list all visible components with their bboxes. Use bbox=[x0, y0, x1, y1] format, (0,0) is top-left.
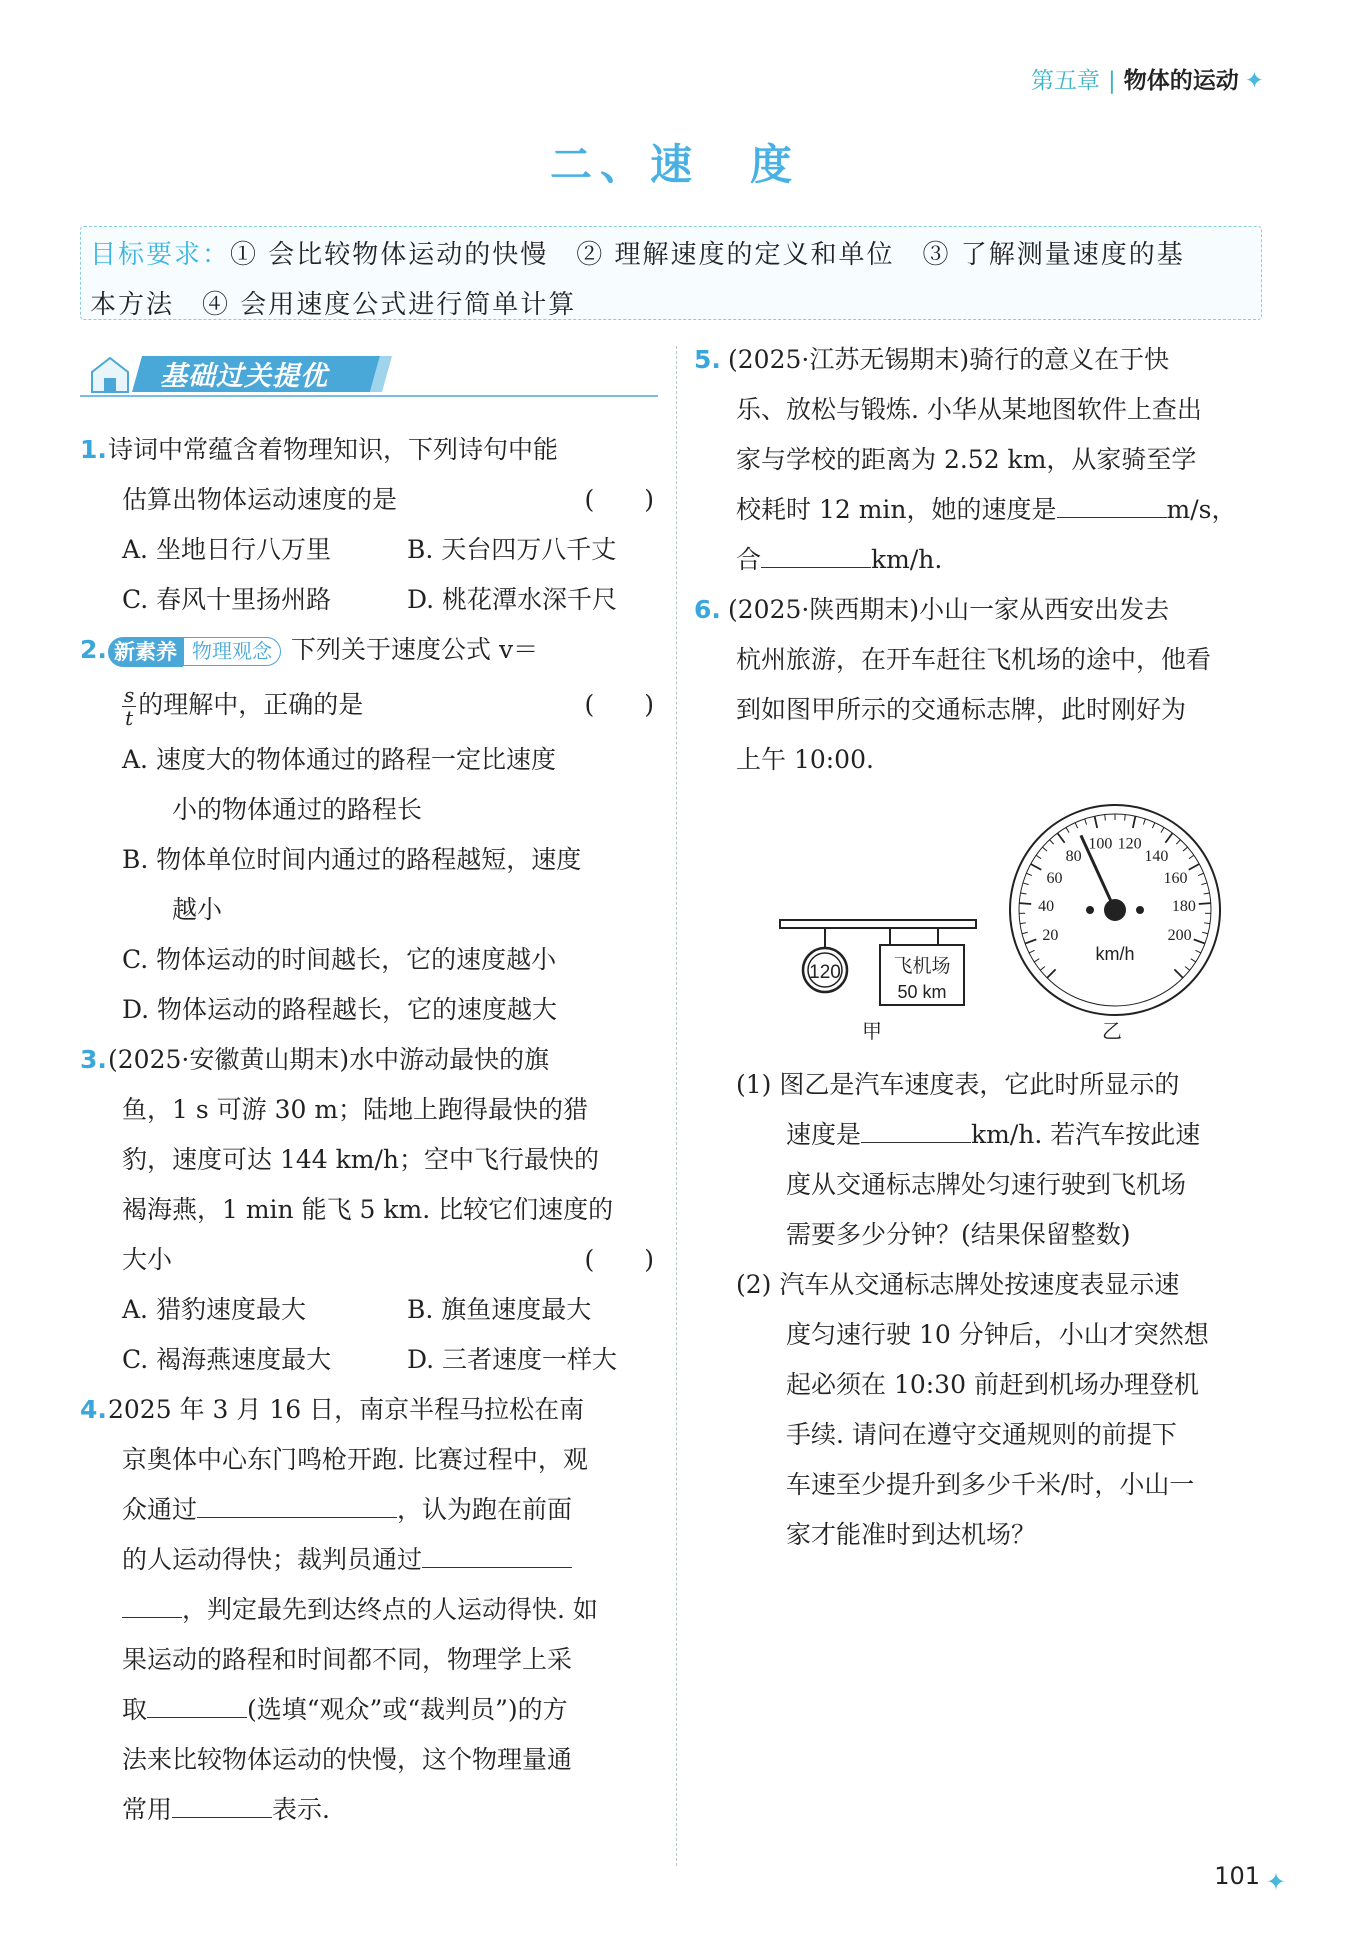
question-text: 度匀速行驶 10 分钟后，小山才突然想 bbox=[786, 1320, 1209, 1349]
question-text: 的人运动得快；裁判员通过 bbox=[122, 1545, 423, 1574]
question-text: 果运动的路程和时间都不同，物理学上采 bbox=[122, 1645, 573, 1674]
question-text: 上午 10:00. bbox=[736, 745, 874, 774]
speedometer bbox=[1010, 805, 1220, 1015]
question-text: 到如图甲所示的交通标志牌，此时刚好为 bbox=[736, 695, 1187, 724]
question-text: 速度是 bbox=[786, 1120, 862, 1149]
left-column bbox=[80, 425, 660, 1835]
chapter-topic: 物体的运动 bbox=[1123, 68, 1239, 94]
option-b: B. 旗鱼速度最大 bbox=[407, 1295, 592, 1324]
concept-badge: 物理观念 bbox=[183, 637, 281, 666]
option-a-cont: 小的物体通过的路程长 bbox=[172, 795, 423, 824]
figure-label-yi: 乙 bbox=[1102, 1019, 1122, 1043]
gauge-tick bbox=[1199, 903, 1211, 904]
question-6 bbox=[694, 585, 1274, 635]
question-text: 合 bbox=[736, 545, 762, 574]
question-text: 车速至少提升到多少千米/时，小山一 bbox=[786, 1470, 1195, 1499]
answer-blank[interactable] bbox=[172, 1787, 272, 1818]
gauge-tick-label: 140 bbox=[1144, 847, 1169, 865]
gauge-tick-label: 40 bbox=[1038, 898, 1055, 916]
option-b: B. 天台四万八千丈 bbox=[407, 535, 617, 564]
destination-text: 飞机场 bbox=[893, 955, 951, 977]
gauge-dot-right bbox=[1136, 906, 1144, 914]
gauge-tick-label: 60 bbox=[1046, 869, 1063, 887]
goals-line-1: ① 会比较物体运动的快慢 ② 理解速度的定义和单位 ③ 了解测量速度的基 bbox=[230, 240, 1185, 270]
question-text: 的理解中，正确的是 bbox=[138, 690, 364, 719]
gauge-tick-label: 100 bbox=[1088, 835, 1113, 853]
answer-paren: ( ) bbox=[584, 690, 654, 719]
question-text: 诗词中常蕴含着物理知识，下列诗句中能 bbox=[108, 435, 559, 464]
question-text: 需要多少分钟？(结果保留整数) bbox=[786, 1220, 1131, 1249]
needle-hub bbox=[1104, 899, 1126, 921]
question-text: 手续. 请问在遵守交通规则的前提下 bbox=[786, 1420, 1177, 1449]
gauge-tick-label: 180 bbox=[1171, 898, 1196, 916]
question-text: 众通过 bbox=[122, 1495, 198, 1524]
answer-blank[interactable] bbox=[422, 1537, 572, 1568]
answer-blank[interactable] bbox=[197, 1487, 397, 1518]
gauge-tick-label: 20 bbox=[1042, 927, 1059, 945]
question-text: 大小 bbox=[122, 1245, 173, 1274]
chapter-label: 第五章 bbox=[1030, 68, 1100, 94]
question-text: 鱼，1 s 可游 30 m；陆地上跑得最快的猎 bbox=[122, 1095, 589, 1124]
question-text: m/s， bbox=[1166, 495, 1237, 524]
question-text: km/h. bbox=[871, 545, 943, 574]
question-number: 6. bbox=[694, 595, 721, 624]
question-4 bbox=[80, 1385, 660, 1435]
question-text: ，认为跑在前面 bbox=[397, 1495, 573, 1524]
question-text: 家与学校的距离为 2.52 km，从家骑至学 bbox=[736, 445, 1197, 474]
question-text: 法来比较物体运动的快慢，这个物理量通 bbox=[122, 1745, 573, 1774]
gauge-tick bbox=[1125, 815, 1126, 821]
question-text: 估算出物体运动速度的是 bbox=[122, 485, 398, 514]
option-c: C. 物体运动的时间越长，它的速度越小 bbox=[122, 945, 557, 974]
gauge-tick-label: 200 bbox=[1167, 927, 1192, 945]
option-b-cont: 越小 bbox=[172, 895, 223, 924]
goals-text bbox=[90, 230, 1255, 330]
option-a: A. 坐地日行八万里 bbox=[122, 535, 331, 564]
question-5 bbox=[694, 335, 1274, 385]
question-text: 杭州旅游，在开车赶往飞机场的途中，他看 bbox=[736, 645, 1212, 674]
literacy-badge: 新素养 bbox=[108, 637, 183, 667]
option-d: D. 三者速度一样大 bbox=[407, 1345, 618, 1374]
question-text: 褐海燕，1 min 能飞 5 km. 比较它们速度的 bbox=[122, 1195, 614, 1224]
speed-limit-text: 120 bbox=[809, 962, 841, 983]
question-number: 4. bbox=[80, 1395, 107, 1424]
question-text: (2025·陕西期末)小山一家从西安出发去 bbox=[728, 595, 1170, 624]
gauge-dot-left bbox=[1086, 906, 1094, 914]
traffic-sign-and-speedometer-figure bbox=[770, 800, 1250, 1060]
option-a: A. 速度大的物体通过的路程一定比速度 bbox=[122, 745, 556, 774]
question-number: 5. bbox=[694, 345, 721, 374]
answer-blank[interactable] bbox=[1057, 487, 1167, 518]
answer-blank[interactable] bbox=[147, 1687, 247, 1718]
answer-paren: ( ) bbox=[584, 1245, 654, 1274]
question-1 bbox=[80, 425, 660, 475]
gauge-tick-label: 120 bbox=[1117, 835, 1142, 853]
answer-blank[interactable] bbox=[761, 537, 871, 568]
question-text: 京奥体中心东门鸣枪开跑. 比赛过程中，观 bbox=[122, 1445, 588, 1474]
question-text: 取 bbox=[122, 1695, 148, 1724]
option-d: D. 物体运动的路程越长，它的速度越大 bbox=[122, 995, 558, 1024]
question-text: 家才能准时到达机场？ bbox=[786, 1520, 1037, 1549]
section-title: 基础过关提优 bbox=[160, 361, 328, 392]
distance-text: 50 km bbox=[897, 982, 947, 1002]
question-2 bbox=[80, 625, 660, 675]
answer-blank[interactable] bbox=[861, 1112, 971, 1143]
question-text: 起必须在 10:30 前赶到机场办理登机 bbox=[786, 1370, 1199, 1399]
subquestion-2: (2) 汽车从交通标志牌处按速度表显示速 bbox=[736, 1270, 1180, 1299]
subquestion-1: (1) 图乙是汽车速度表，它此时所显示的 bbox=[736, 1070, 1180, 1099]
question-text: (选填“观众”或“裁判员”)的方 bbox=[247, 1695, 568, 1724]
chapter-header bbox=[1031, 62, 1264, 95]
gauge-tick bbox=[1019, 903, 1031, 904]
question-text: 乐、放松与锻炼. 小华从某地图软件上查出 bbox=[736, 395, 1202, 424]
option-c: C. 褐海燕速度最大 bbox=[122, 1345, 332, 1374]
question-text: km/h. 若汽车按此速 bbox=[971, 1120, 1201, 1149]
goals-line-2: 本方法 ④ 会用速度公式进行简单计算 bbox=[90, 290, 577, 320]
gauge-tick bbox=[1105, 815, 1106, 821]
question-text: 常用 bbox=[122, 1795, 173, 1824]
gauge-tick-label: 80 bbox=[1065, 847, 1082, 865]
header-separator: | bbox=[1107, 68, 1116, 94]
fraction-denominator: t bbox=[125, 706, 134, 730]
question-text: 豹，速度可达 144 km/h；空中飞行最快的 bbox=[122, 1145, 599, 1174]
answer-blank-cont[interactable] bbox=[122, 1587, 182, 1618]
sparkle-icon: ✦ bbox=[1244, 68, 1264, 94]
sparkle-icon: ✦ bbox=[1265, 1868, 1286, 1896]
fraction-numerator: s bbox=[124, 683, 135, 707]
fraction-s-over-t bbox=[122, 684, 136, 729]
answer-paren: ( ) bbox=[584, 485, 654, 514]
question-number: 3. bbox=[80, 1045, 107, 1074]
question-3 bbox=[80, 1035, 660, 1085]
gauge-tick-label: 160 bbox=[1163, 869, 1188, 887]
question-text: 度从交通标志牌处匀速行驶到飞机场 bbox=[786, 1170, 1187, 1199]
goals-label: 目标要求： bbox=[90, 240, 231, 270]
question-text: ，判定最先到达终点的人运动得快. 如 bbox=[182, 1595, 598, 1624]
question-number: 2. bbox=[80, 635, 107, 664]
option-c: C. 春风十里扬州路 bbox=[122, 585, 332, 614]
sign-bar bbox=[780, 920, 976, 928]
question-text: 下列关于速度公式 v＝ bbox=[291, 635, 539, 664]
figure-label-jia: 甲 bbox=[862, 1019, 882, 1043]
page-number: 101 bbox=[1214, 1862, 1260, 1890]
page-title: 二、速 度 bbox=[549, 140, 800, 189]
question-text: 表示. bbox=[272, 1795, 330, 1824]
gauge-unit: km/h bbox=[1095, 944, 1135, 964]
option-d: D. 桃花潭水深千尺 bbox=[407, 585, 618, 614]
option-b: B. 物体单位时间内通过的路程越短，速度 bbox=[122, 845, 582, 874]
question-text: 2025 年 3 月 16 日，南京半程马拉松在南 bbox=[108, 1395, 585, 1424]
question-number: 1. bbox=[80, 435, 107, 464]
question-text: (2025·安徽黄山期末)水中游动最快的旗 bbox=[108, 1045, 550, 1074]
question-text: (2025·江苏无锡期末)骑行的意义在于快 bbox=[728, 345, 1170, 374]
column-divider bbox=[676, 346, 677, 1866]
question-text: 校耗时 12 min，她的速度是 bbox=[736, 495, 1057, 524]
option-a: A. 猎豹速度最大 bbox=[122, 1295, 306, 1324]
